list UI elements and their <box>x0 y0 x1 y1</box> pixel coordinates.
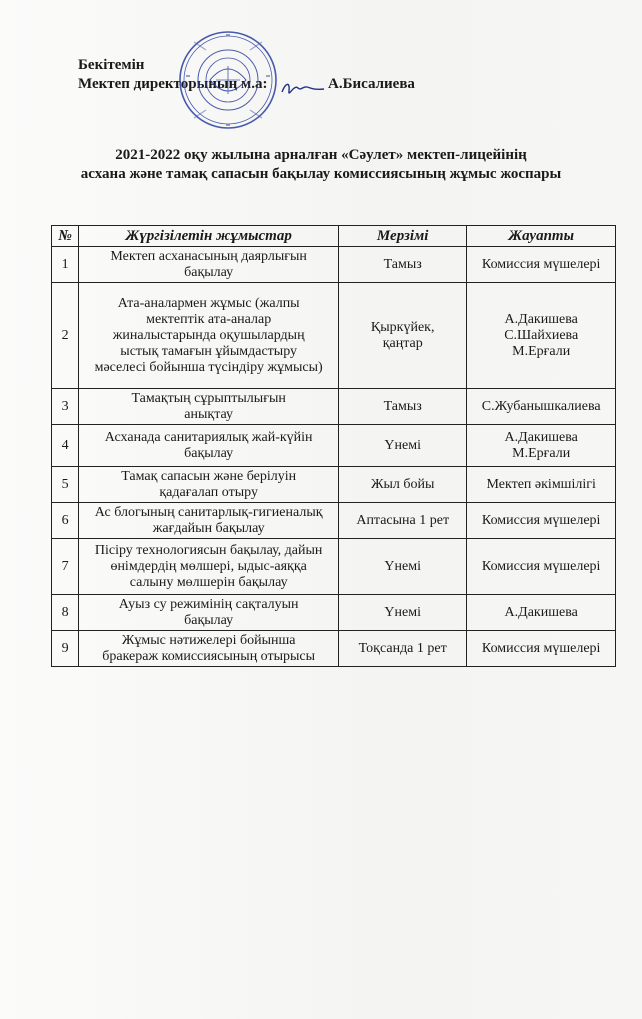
table-row <box>52 503 616 539</box>
header-term: Мерзімі <box>339 226 467 247</box>
work-description-line: Тамақтың сұрыптылығын <box>131 390 286 406</box>
work-description-line: жағдайын бақылау <box>152 520 265 536</box>
row-number: 8 <box>52 595 79 631</box>
work-description-line: Ауыз су режимінің сақталуын <box>118 596 299 612</box>
work-description <box>79 539 339 595</box>
deadline <box>339 539 467 595</box>
deadline-line: Үнемі <box>384 437 421 453</box>
responsible <box>467 283 616 389</box>
responsible-line: М.Ерғали <box>512 445 571 461</box>
table-row <box>52 467 616 503</box>
work-description-line: бақылау <box>184 612 234 628</box>
responsible-line: А.Дакишева <box>504 604 578 620</box>
official-seal-icon <box>176 20 280 150</box>
responsible <box>467 503 616 539</box>
work-description-line: Ас блогының санитарлық-гигиеналық <box>94 504 323 520</box>
deadline <box>339 631 467 667</box>
deadline <box>339 283 467 389</box>
work-description-line: Мектеп асханасының даярлығын <box>110 248 307 264</box>
work-description <box>79 467 339 503</box>
work-description-line: бақылау <box>184 264 234 280</box>
responsible <box>467 425 616 467</box>
responsible-line: Комиссия мүшелері <box>481 558 601 574</box>
row-number: 5 <box>52 467 79 503</box>
work-description <box>79 389 339 425</box>
work-description <box>79 283 339 389</box>
header-work: Жүргізілетін жұмыстар <box>79 226 339 247</box>
approval-line-2: Мектеп директорының м.а: <box>78 76 268 92</box>
work-description <box>79 425 339 467</box>
work-description-line: бақылау <box>184 445 234 461</box>
approval-line-1: Бекітемін <box>78 57 145 73</box>
deadline <box>339 467 467 503</box>
work-description-line: анықтау <box>184 406 234 422</box>
title-line-1: 2021-2022 оқу жылына арналған «Сәулет» мектеп-лицейінің <box>115 147 527 163</box>
table-row <box>52 595 616 631</box>
responsible-line: А.Дакишева <box>504 429 578 445</box>
work-description-line: қадағалап отыру <box>159 484 258 500</box>
table-row <box>52 283 616 389</box>
row-number: 9 <box>52 631 79 667</box>
table-row <box>52 539 616 595</box>
responsible-line: М.Ерғали <box>512 343 571 359</box>
responsible-line: Мектеп әкімшілігі <box>486 476 596 492</box>
work-description <box>79 595 339 631</box>
header-responsible: Жауапты <box>467 226 616 247</box>
table-row <box>52 389 616 425</box>
work-plan-table <box>51 225 616 667</box>
responsible-line: Комиссия мүшелері <box>481 640 601 656</box>
work-description-line: салыну мөлшерін бақылау <box>129 574 288 590</box>
responsible <box>467 247 616 283</box>
deadline <box>339 503 467 539</box>
row-number: 4 <box>52 425 79 467</box>
deadline-line: Қыркүйек, <box>370 319 435 335</box>
work-description-line: мектептік ата-аналар <box>146 311 272 327</box>
deadline <box>339 595 467 631</box>
responsible-line: Комиссия мүшелері <box>481 512 601 528</box>
work-description <box>79 631 339 667</box>
table-header-row <box>52 226 616 247</box>
row-number: 1 <box>52 247 79 283</box>
deadline-line: Тамыз <box>383 256 422 272</box>
header-number: № <box>52 226 79 247</box>
table-row <box>52 247 616 283</box>
work-description-line: Ата-аналармен жұмыс (жалпы <box>117 295 300 311</box>
work-description <box>79 247 339 283</box>
deadline-line: Жыл бойы <box>370 476 435 492</box>
work-description-line: жиналыстарында оқушылардың <box>112 327 305 343</box>
responsible <box>467 539 616 595</box>
deadline-line: қаңтар <box>382 335 423 351</box>
deadline <box>339 389 467 425</box>
row-number: 3 <box>52 389 79 425</box>
director-name: А.Бисалиева <box>328 76 415 92</box>
work-description-line: Тамақ сапасын және берілуін <box>121 468 297 484</box>
work-description <box>79 503 339 539</box>
row-number: 2 <box>52 283 79 389</box>
work-description-line: Жұмыс нәтижелері бойынша <box>121 632 296 648</box>
row-number: 6 <box>52 503 79 539</box>
title-line-2: асхана және тамақ сапасын бақылау комиссиясының жұмыс жоспары <box>80 166 562 182</box>
deadline <box>339 247 467 283</box>
deadline-line: Үнемі <box>384 604 421 620</box>
deadline-line: Үнемі <box>384 558 421 574</box>
signature-icon <box>280 78 326 100</box>
work-description-line: бракераж комиссиясының отырысы <box>102 648 316 664</box>
deadline-line: Тоқсанда 1 рет <box>358 640 447 656</box>
table-row <box>52 631 616 667</box>
responsible-line: С.Жубанышкалиева <box>481 398 601 414</box>
responsible-line: С.Шайхиева <box>504 327 579 343</box>
row-number: 7 <box>52 539 79 595</box>
responsible <box>467 631 616 667</box>
work-description-line: ыстық тамағын ұйымдастыру <box>120 343 298 359</box>
deadline-line: Аптасына 1 рет <box>356 512 450 528</box>
document-title <box>0 146 642 184</box>
deadline <box>339 425 467 467</box>
responsible <box>467 389 616 425</box>
work-description-line: Асханада санитариялық жай-күйін <box>104 429 313 445</box>
responsible-line: А.Дакишева <box>504 311 578 327</box>
work-description-line: Пісіру технологиясын бақылау, дайын <box>94 542 323 558</box>
responsible-line: Комиссия мүшелері <box>481 256 601 272</box>
work-description-line: мәселесі бойынша түсіндіру жұмысы) <box>94 359 323 375</box>
responsible <box>467 467 616 503</box>
work-description-line: өнімдердің мөлшері, ыдыс-аяққа <box>110 558 307 574</box>
deadline-line: Тамыз <box>383 398 422 414</box>
table-row <box>52 425 616 467</box>
responsible <box>467 595 616 631</box>
